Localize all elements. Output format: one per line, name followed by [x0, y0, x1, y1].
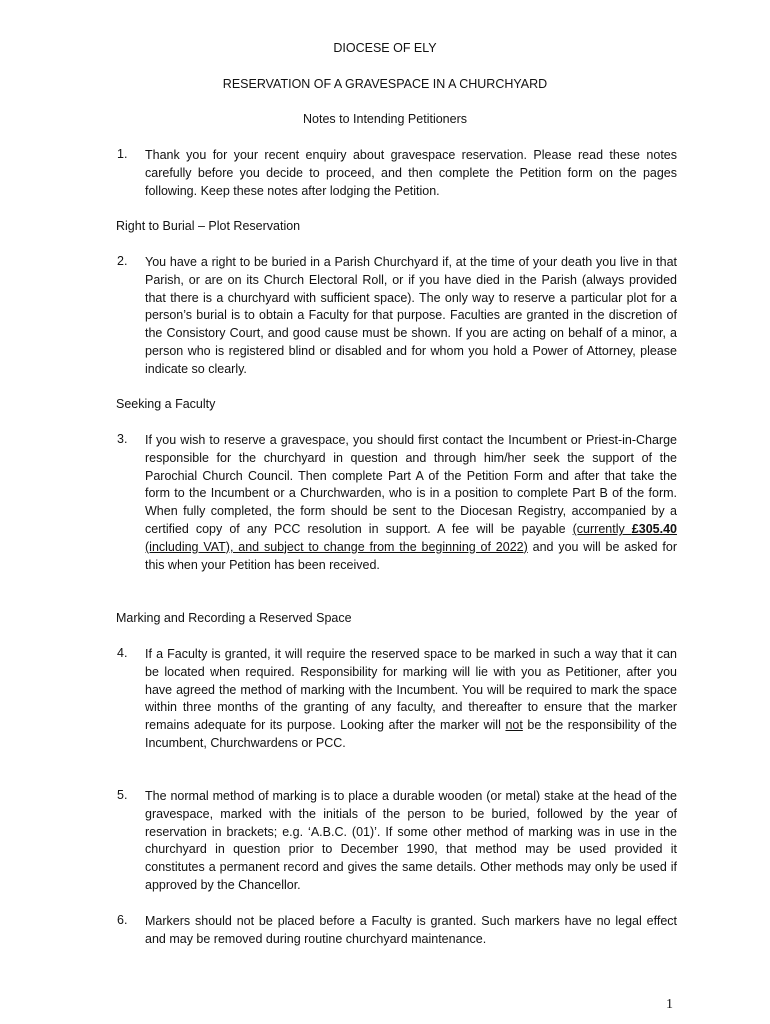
diocese-heading: DIOCESE OF ELY	[333, 41, 437, 55]
section-heading-marking: Marking and Recording a Reserved Space	[116, 611, 352, 625]
item-text: If a Faculty is granted, it will require the reserved space to be marked in such a way that it can be located when required. Responsibility for marking will lie with you as Petitioner, after you have agreed the method of marking with the Incumbent. You will be required to mark the space within three months of the granting of any faculty, and thereafter to ensure that the marker remains adequate for its purpose. Looking after the marker will not be the responsibility of the Incumbent, Churchwardens or PCC.	[145, 647, 678, 750]
fee-amount: £305.40	[631, 521, 677, 536]
item-text: Markers should not be placed before a Faculty is granted. Such markers have no legal effect and may be removed during routine churchyard maintenance.	[145, 914, 677, 946]
section-heading-seeking-faculty: Seeking a Faculty	[116, 397, 216, 411]
fee-note: (currently £305.40 (including VAT), and subject to change from the beginning of 2022)	[145, 521, 677, 554]
document-subtitle: Notes to Intending Petitioners	[303, 112, 467, 126]
item-text: If you wish to reserve a gravespace, you should first contact the Incumbent or Priest-in-Charge responsible for the churchyard in question and through him/her seek the support of the Parochial Church Council. Then complete Part A of the Petition Form and after that take the form to the Incumbent or a Churchwarden, who is in a position to complete Part B of the form. When fully completed, the form should be sent to the Diocesan Registry, accompanied by a certified copy of any PCC resolution in support. A fee will be payable (currently £305.40 (including VAT), and subject to change from the beginning of 2022) and you will be asked for this when your Petition has been received.	[145, 433, 677, 572]
item-text: The normal method of marking is to place a durable wooden (or metal) stake at the head of the gravespace, marked with the initials of the person to be buried, followed by the year of reservation in brackets; e.g. ‘A.B.C. (01)’. If some other method of marking was in use in the churchyard in question prior to December 1990, that method may be used provided it constitutes a permanent record and gives the same details. Other methods may only be used if approved by the Chancellor.	[145, 789, 677, 892]
item-text: You have a right to be buried in a Parish Churchyard if, at the time of your death you live in that Parish, or are on its Church Electoral Roll, or if you have died in the Parish (always provided that there is a churchyard with sufficient space). The only way to reserve a particular plot for a person’s burial is to obtain a Faculty for that purpose. Faculties are granted in the discretion of the Consistory Court, and good cause must be shown. If you are acting on behalf of a minor, a person who is registered blind or disabled and for whom you hold a Power of Attorney, please indicate so clearly.	[145, 255, 677, 376]
item-number: 5.	[117, 788, 128, 802]
emphasis-not: not	[505, 718, 523, 733]
item-number: 4.	[117, 646, 128, 660]
item-number: 6.	[117, 913, 128, 927]
section-heading-right-to-burial: Right to Burial – Plot Reservation	[116, 219, 301, 233]
item-text: Thank you for your recent enquiry about gravespace reservation. Please read these notes carefully before you decide to proceed, and then complete the Petition form on the pages following. Keep these notes after lodging the Petition.	[145, 148, 677, 198]
item-number: 1.	[117, 147, 128, 161]
item-number: 3.	[117, 432, 128, 446]
item-number: 2.	[117, 254, 128, 268]
page-number: 1	[666, 997, 673, 1012]
document-title: RESERVATION OF A GRAVESPACE IN A CHURCHYARD	[222, 77, 548, 91]
